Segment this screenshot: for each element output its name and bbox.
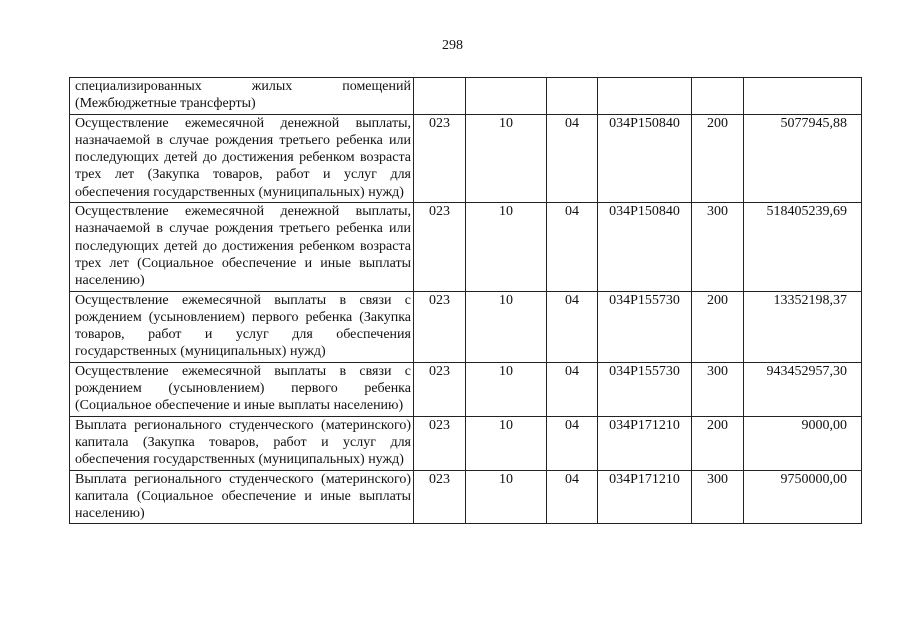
- amount: 9750000,00: [744, 470, 862, 524]
- target-article-code: [598, 78, 692, 115]
- page-number: 298: [442, 38, 463, 53]
- ministry-code: 023: [414, 291, 466, 362]
- expense-type-code: 300: [692, 203, 744, 291]
- table-row: [70, 114, 862, 202]
- table-row: [70, 362, 862, 416]
- ministry-code: [414, 78, 466, 115]
- subsection-code: 04: [547, 362, 598, 416]
- table-row: [70, 416, 862, 470]
- row-description: Осуществление ежемесячной денежной выплаты, назначаемой в случае рождения третьего ребенка или последующих детей до достижения ребенком возраста трех лет (Закупка товаров, работ и услуг для обеспечения государственных (муниципальных) нужд): [70, 114, 414, 202]
- ministry-code: 023: [414, 362, 466, 416]
- section-code: 10: [466, 291, 547, 362]
- section-code: 10: [466, 416, 547, 470]
- expense-type-code: 200: [692, 291, 744, 362]
- subsection-code: [547, 78, 598, 115]
- ministry-code: 023: [414, 203, 466, 291]
- section-code: 10: [466, 114, 547, 202]
- target-article-code: 034P150840: [598, 114, 692, 202]
- row-description: Осуществление ежемесячной денежной выплаты, назначаемой в случае рождения третьего ребенка или последующих детей до достижения ребенком возраста трех лет (Социальное обеспечение и иные выплаты населению): [70, 203, 414, 291]
- section-code: 10: [466, 362, 547, 416]
- target-article-code: 034P155730: [598, 362, 692, 416]
- row-description: Выплата регионального студенческого (материнского) капитала (Социальное обеспечение и иные выплаты населению): [70, 470, 414, 524]
- budget-table: [69, 77, 862, 524]
- subsection-code: 04: [547, 470, 598, 524]
- amount: 518405239,69: [744, 203, 862, 291]
- amount: 943452957,30: [744, 362, 862, 416]
- table-row: [70, 203, 862, 291]
- subsection-code: 04: [547, 416, 598, 470]
- expense-type-code: 200: [692, 416, 744, 470]
- ministry-code: 023: [414, 416, 466, 470]
- amount: 13352198,37: [744, 291, 862, 362]
- target-article-code: 034P171210: [598, 470, 692, 524]
- table-row: [70, 470, 862, 524]
- subsection-code: 04: [547, 114, 598, 202]
- table-row: [70, 291, 862, 362]
- row-description: Осуществление ежемесячной выплаты в связи с рождением (усыновлением) первого ребенка (Социальное обеспечение и иные выплаты населению): [70, 362, 414, 416]
- row-description: Выплата регионального студенческого (материнского) капитала (Закупка товаров, работ и услуг для обеспечения государственных (муниципальных) нужд): [70, 416, 414, 470]
- amount: 9000,00: [744, 416, 862, 470]
- expense-type-code: 300: [692, 470, 744, 524]
- row-description: Осуществление ежемесячной выплаты в связи с рождением (усыновлением) первого ребенка (Закупка товаров, работ и услуг для обеспечения государственных (муниципальных) нужд): [70, 291, 414, 362]
- row-description: специализированных жилых помещений (Межбюджетные трансферты): [70, 78, 414, 115]
- amount: 5077945,88: [744, 114, 862, 202]
- table-row: [70, 78, 862, 115]
- expense-type-code: [692, 78, 744, 115]
- ministry-code: 023: [414, 470, 466, 524]
- amount: [744, 78, 862, 115]
- expense-type-code: 300: [692, 362, 744, 416]
- section-code: 10: [466, 203, 547, 291]
- target-article-code: 034P171210: [598, 416, 692, 470]
- subsection-code: 04: [547, 203, 598, 291]
- expense-type-code: 200: [692, 114, 744, 202]
- section-code: 10: [466, 470, 547, 524]
- target-article-code: 034P155730: [598, 291, 692, 362]
- subsection-code: 04: [547, 291, 598, 362]
- target-article-code: 034P150840: [598, 203, 692, 291]
- section-code: [466, 78, 547, 115]
- ministry-code: 023: [414, 114, 466, 202]
